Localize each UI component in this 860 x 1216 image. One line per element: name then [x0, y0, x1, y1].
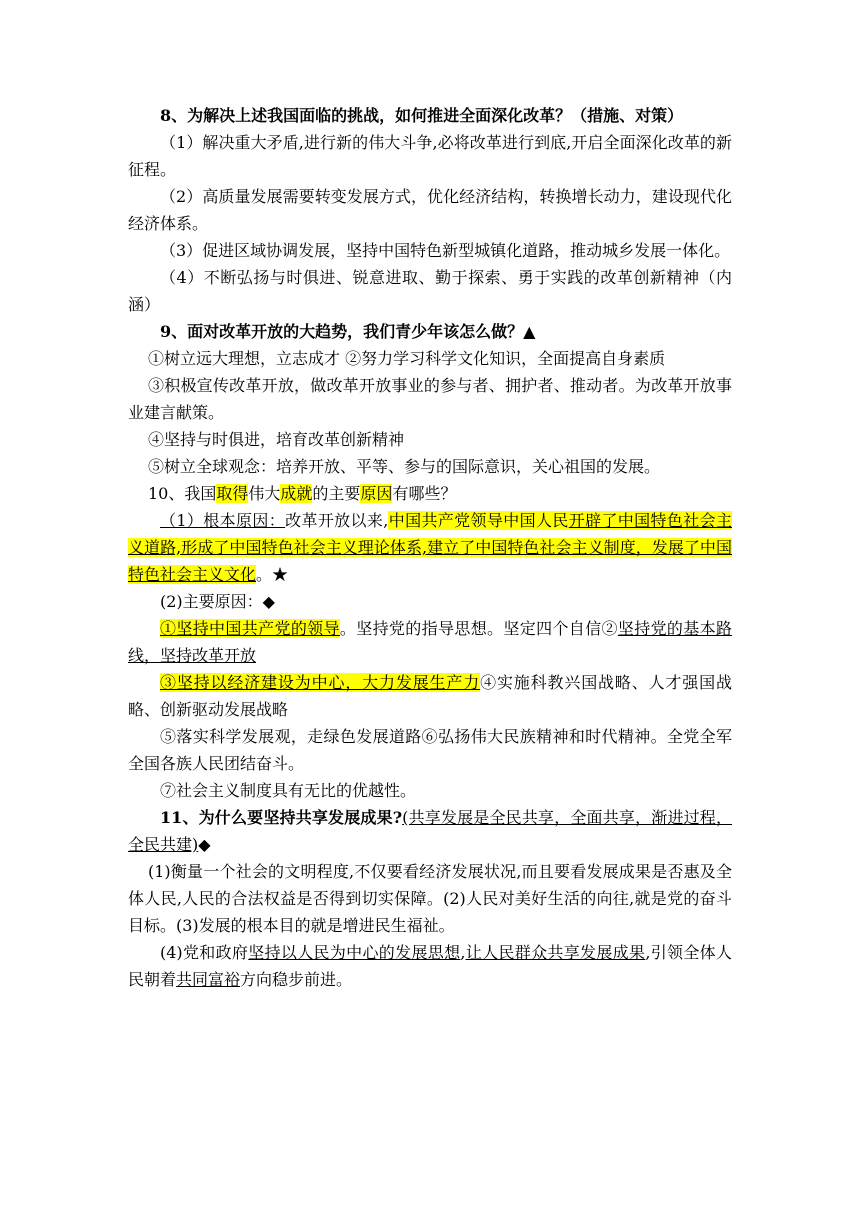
q11-note: (共享发展是全民共享，全面共享，渐进过程，全民共建): [128, 808, 732, 854]
reason-1-mid: 。坚持党的指导思想。坚定四个自信②: [339, 619, 618, 638]
q11-para-2: [128, 939, 732, 993]
root-reason-highlight-b: 开辟了中国特色社会主义道路,形成了中国特色社会主义理论体系,建立了中国特色社会主义制度，发展了中国特色社会主义文化: [128, 511, 732, 584]
q11-para-2-a: (4)党和政府: [160, 943, 249, 962]
highlight-yuanyin: 原因: [360, 484, 393, 503]
q9-title: 9、面对改革开放的大趋势，我们青少年该怎么做？▲: [160, 322, 536, 341]
highlight-chengjiu: 成就: [280, 484, 313, 503]
q11-underline-1: 坚持以人民为中心的发展思想: [248, 943, 461, 962]
q9-item-4: ⑤树立全球观念：培养开放、平等、参与的国际意识，关心祖国的发展。: [148, 457, 661, 476]
root-reason-end: 。★: [256, 565, 289, 584]
q11-para-2-b: ,: [460, 943, 466, 962]
q10-title-text: 的主要: [312, 484, 361, 503]
q8-item-2: （2）高质量发展需要转变发展方式，优化经济结构，转换增长动力，建设现代化经济体系。: [128, 187, 732, 233]
q10-title-text: 10、我国: [148, 484, 217, 503]
q8-title: 8、为解决上述我国面临的挑战，如何推进全面深化改革？（措施、对策）: [160, 106, 684, 125]
root-reason-label: （1）根本原因：: [160, 511, 286, 530]
highlight-qude: 取得: [216, 484, 249, 503]
q10-reason-4: ⑦社会主义制度具有无比的优越性。: [160, 781, 417, 800]
q10-main-label: (2)主要原因：◆: [160, 592, 275, 611]
q11-mark: ◆: [198, 835, 211, 854]
q11-para-2-c: ,引领全体人民朝着: [128, 943, 732, 989]
q8-item-4: （4）不断弘扬与时俱进、锐意进取、勤于探索、勇于实践的改革创新精神（内涵）: [128, 268, 732, 314]
q10-reason-3: ⑤落实科学发展观，走绿色发展道路⑥弘扬伟大民族精神和时代精神。全党全军全国各族人民团结奋斗。: [128, 727, 732, 773]
q10-root-reason: [128, 507, 732, 588]
q11-para-1: (1)衡量一个社会的文明程度,不仅要看经济发展状况,而且要看发展成果是否惠及全体人民,人民的合法权益是否得到切实保障。(2)人民对美好生活的向往,就是党的奋斗目标。(3)发展的根本目的就是增进民生福祉。: [128, 862, 732, 935]
q10-reason-1: [128, 615, 732, 669]
q9-item-1: ①树立远大理想，立志成才 ②努力学习科学文化知识，全面提高自身素质: [148, 349, 666, 368]
reason-1-highlight: ①坚持中国共产党的领导: [160, 619, 340, 638]
root-reason-pre: 改革开放以来,: [285, 511, 389, 530]
reason-2-highlight: ③坚持以经济建设为中心，大力发展生产力: [160, 673, 481, 692]
q11-para-2-d: 方向稳步前进。: [240, 970, 353, 989]
root-reason-highlight-a: 中国共产党领导中国人民: [388, 511, 569, 530]
q11-underline-2: 让人民群众共享发展成果: [465, 943, 646, 962]
reason-1-underline: 坚持党的基本路线，坚持改革开放: [128, 619, 732, 665]
q8-item-3: （3）促进区域协调发展，坚持中国特色新型城镇化道路，推动城乡发展一体化。: [160, 241, 731, 260]
q10-reason-2: [128, 669, 732, 723]
q11-underline-3: 共同富裕: [176, 970, 241, 989]
q10-title: [128, 480, 732, 507]
q9-item-2: ③积极宣传改革开放，做改革开放事业的参与者、拥护者、推动者。为改革开放事业建言献策。: [128, 376, 732, 422]
q11-title: [128, 804, 732, 858]
q10-title-text: 有哪些？: [392, 484, 457, 503]
reason-2-rest: ④实施科教兴国战略、人才强国战略、创新驱动发展战略: [128, 673, 732, 719]
q8-item-1: （1）解决重大矛盾,进行新的伟大斗争,必将改革进行到底,开启全面深化改革的新征程。: [128, 133, 732, 179]
q11-title-text: 11、为什么要坚持共享发展成果?: [160, 808, 403, 827]
q9-item-3: ④坚持与时俱进，培育改革创新精神: [148, 430, 405, 449]
q10-title-text: 伟大: [248, 484, 281, 503]
